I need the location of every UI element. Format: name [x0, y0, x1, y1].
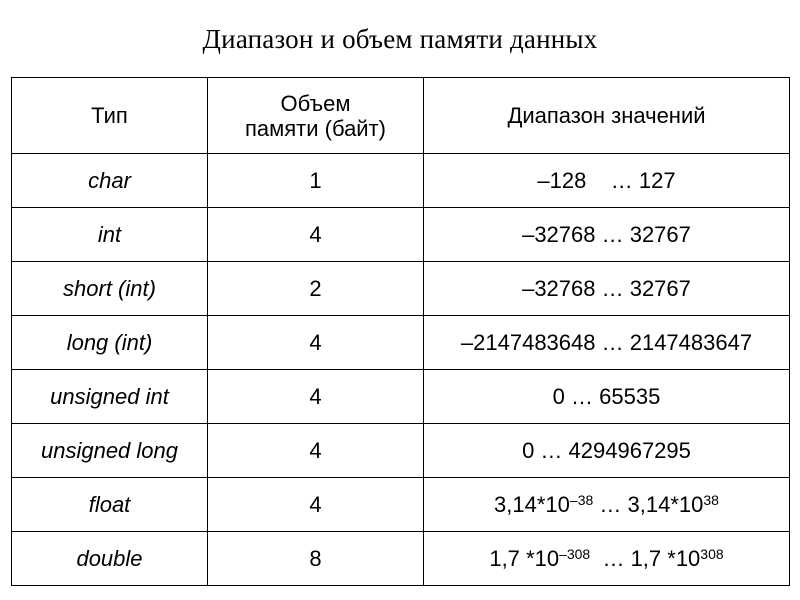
table-row — [12, 478, 790, 532]
cell-type: double — [12, 532, 208, 586]
header-size-line1: Объем — [280, 90, 351, 116]
cell-size: 4 — [208, 208, 424, 262]
cell-range: –32768 … 32767 — [424, 262, 790, 316]
range-min-base: 3,14*10 — [494, 492, 570, 517]
page-title: Диапазон и объем памяти данных — [202, 24, 598, 54]
range-max-exponent: 38 — [703, 492, 719, 508]
cell-type: unsigned long — [12, 424, 208, 478]
cell-size: 2 — [208, 262, 424, 316]
range-min-exponent: –308 — [559, 546, 591, 562]
cell-range: 0 … 4294967295 — [424, 424, 790, 478]
cell-type: long (int) — [12, 316, 208, 370]
cell-range: 0 … 65535 — [424, 370, 790, 424]
table-row — [12, 424, 790, 478]
cell-type: unsigned int — [12, 370, 208, 424]
range-max-base: 3,14*10 — [627, 492, 704, 517]
cell-type: float — [12, 478, 208, 532]
cell-size: 1 — [208, 154, 424, 208]
table-header-row — [12, 78, 790, 154]
header-range: Диапазон значений — [424, 78, 790, 154]
header-size — [208, 78, 424, 154]
cell-size: 8 — [208, 532, 424, 586]
table-row — [12, 154, 790, 208]
table-row — [12, 316, 790, 370]
cell-type: short (int) — [12, 262, 208, 316]
range-separator: … — [590, 546, 631, 571]
table-row — [12, 208, 790, 262]
cell-range: –128 … 127 — [424, 154, 790, 208]
range-min-exponent: –38 — [569, 492, 594, 508]
cell-size: 4 — [208, 316, 424, 370]
cell-size: 4 — [208, 478, 424, 532]
data-types-table — [11, 77, 790, 586]
header-size-line2: памяти (байт) — [244, 115, 386, 141]
table-row — [12, 370, 790, 424]
cell-range: –32768 … 32767 — [424, 208, 790, 262]
cell-range — [424, 532, 790, 586]
range-max-exponent: 308 — [700, 546, 724, 562]
cell-range — [424, 478, 790, 532]
range-separator: … — [593, 492, 628, 517]
cell-type: char — [12, 154, 208, 208]
cell-range: –2147483648 … 2147483647 — [424, 316, 790, 370]
cell-type: int — [12, 208, 208, 262]
table-row — [12, 532, 790, 586]
cell-size: 4 — [208, 424, 424, 478]
cell-size: 4 — [208, 370, 424, 424]
range-max-base: 1,7 *10 — [630, 546, 701, 571]
table-row — [12, 262, 790, 316]
range-min-base: 1,7 *10 — [489, 546, 560, 571]
header-type: Тип — [12, 78, 208, 154]
